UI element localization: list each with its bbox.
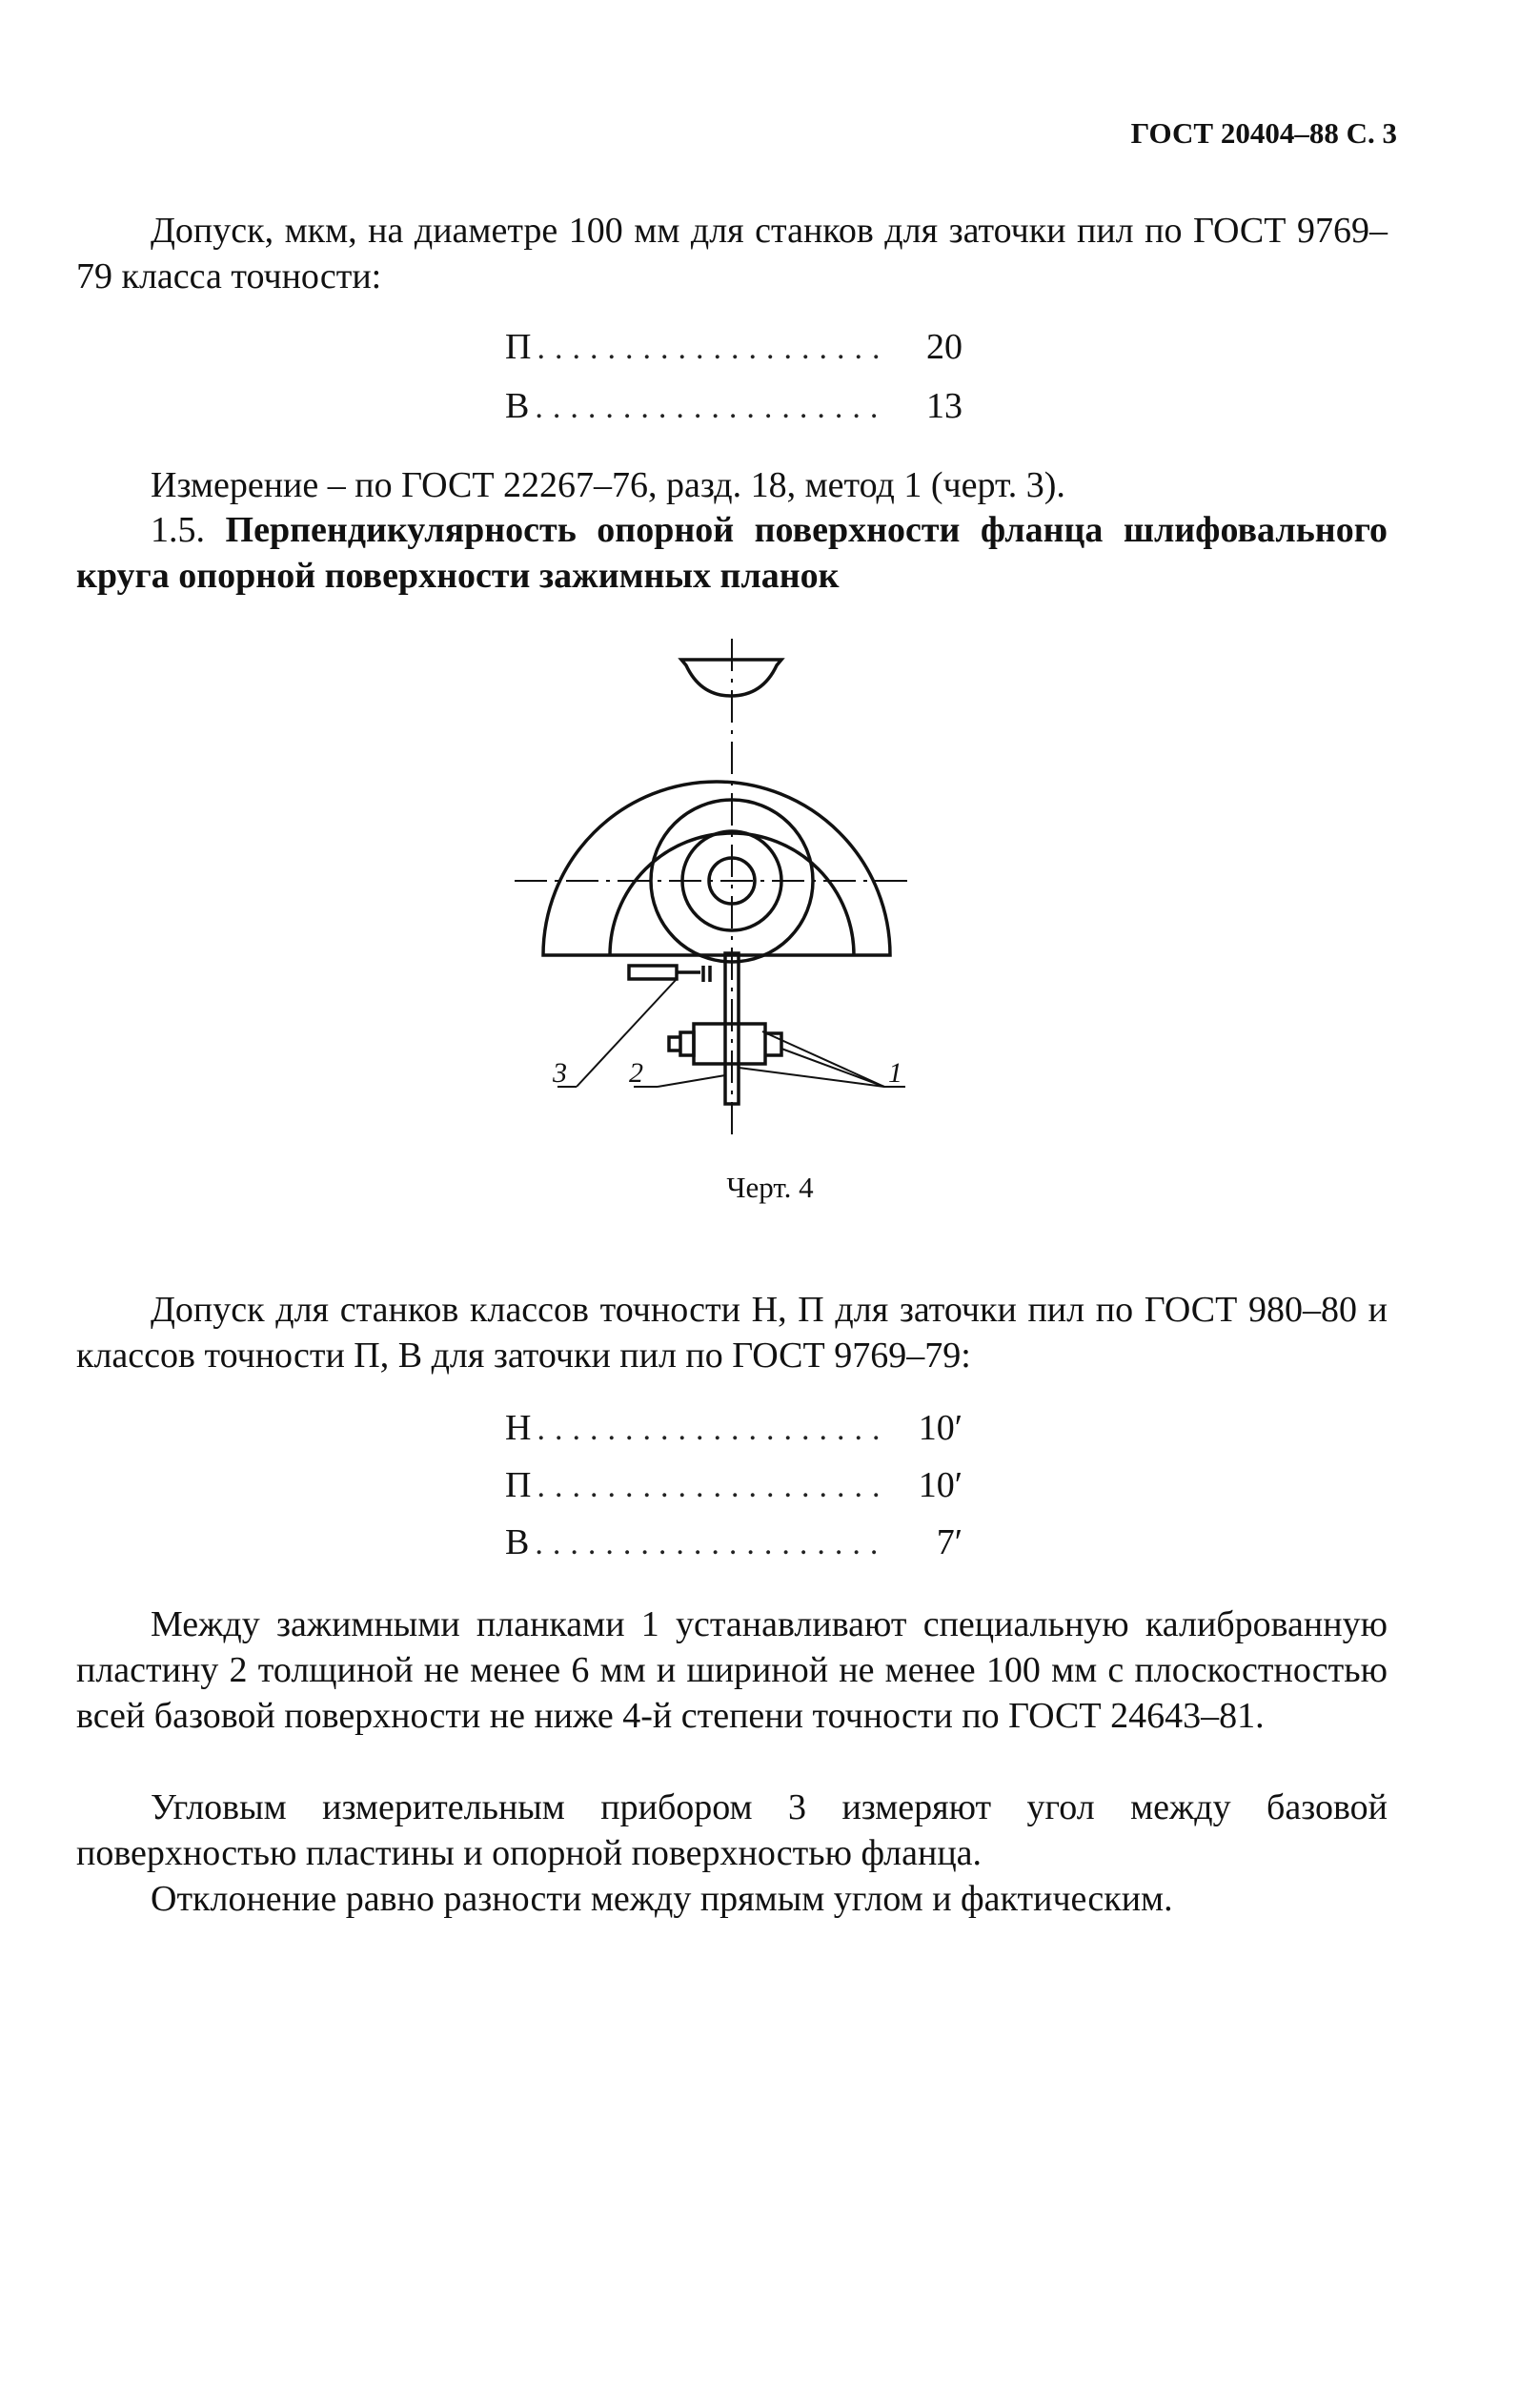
section-title: Перпендикулярность опорной поверхности фланца шлифовального круга опорной поверхности зажимных планок — [76, 510, 1388, 596]
tolerance-row — [505, 1462, 962, 1510]
tolerance-value: 20 — [926, 327, 962, 367]
tolerance-class: В — [505, 1522, 530, 1562]
clamp-nut — [669, 1032, 694, 1055]
instrument-stem — [677, 966, 710, 982]
tolerance-value: 10′ — [918, 1408, 962, 1448]
tolerance-row — [505, 1405, 962, 1453]
leader-dots: .................... — [535, 390, 888, 425]
tolerance-value: 10′ — [918, 1465, 962, 1505]
measurement-paragraph: Измерение – по ГОСТ 22267–76, разд. 18, метод 1 (черт. 3). — [151, 465, 1065, 505]
tolerance-row — [505, 383, 962, 431]
grinding-wheel-diagram — [505, 639, 924, 1134]
leader-dots: .................... — [537, 331, 890, 366]
tolerance-value: 7′ — [936, 1522, 962, 1562]
figure-label-3: 3 — [553, 1057, 567, 1089]
clamping-strip — [694, 1024, 765, 1064]
section-heading — [76, 507, 1388, 599]
tolerance-row — [505, 324, 962, 372]
leader-line-2 — [658, 1075, 725, 1087]
figure-label-1: 1 — [888, 1057, 902, 1089]
angular-instrument — [629, 966, 677, 979]
figure-caption: Черт. 4 — [726, 1171, 814, 1204]
tolerance-class: В — [505, 386, 530, 426]
method-paragraph-3: Отклонение равно разности между прямым углом и фактическим. — [151, 1879, 1173, 1919]
page-header: ГОСТ 20404–88 С. 3 — [1130, 116, 1397, 150]
method-paragraph-2: Угловым измерительным прибором 3 измеряют угол между базовой поверхностью пластины и опорной поверхностью фланца. — [76, 1787, 1388, 1873]
tolerance-class: П — [505, 1465, 532, 1505]
section-number: 1.5. — [151, 510, 205, 550]
tolerance-intro-paragraph: Допуск, мкм, на диаметре 100 мм для станков для заточки пил по ГОСТ 9769–79 класса точности: — [76, 211, 1388, 296]
figure-label-2: 2 — [629, 1057, 643, 1089]
leader-dots: .................... — [537, 1469, 890, 1504]
method-paragraph-1: Между зажимными планками 1 устанавливают специальную калиброванную пластину 2 толщиной не менее 6 мм и шириной не менее 100 мм с плоскостностью всей базовой поверхности не ниже 4-й степени точности по ГОСТ 24643–81. — [76, 1604, 1388, 1736]
leader-line-1c — [781, 1049, 884, 1087]
tolerance-class: Н — [505, 1408, 532, 1448]
tolerance-intro-paragraph: Допуск для станков классов точности Н, П для заточки пил по ГОСТ 980–80 и классов точности П, В для заточки пил по ГОСТ 9769–79: — [76, 1290, 1388, 1376]
leader-line-3 — [577, 979, 677, 1087]
leader-dots: .................... — [535, 1526, 888, 1561]
tolerance-value: 13 — [926, 386, 962, 426]
leader-dots: .................... — [537, 1412, 890, 1447]
tolerance-row — [505, 1520, 962, 1567]
tolerance-class: П — [505, 327, 532, 367]
